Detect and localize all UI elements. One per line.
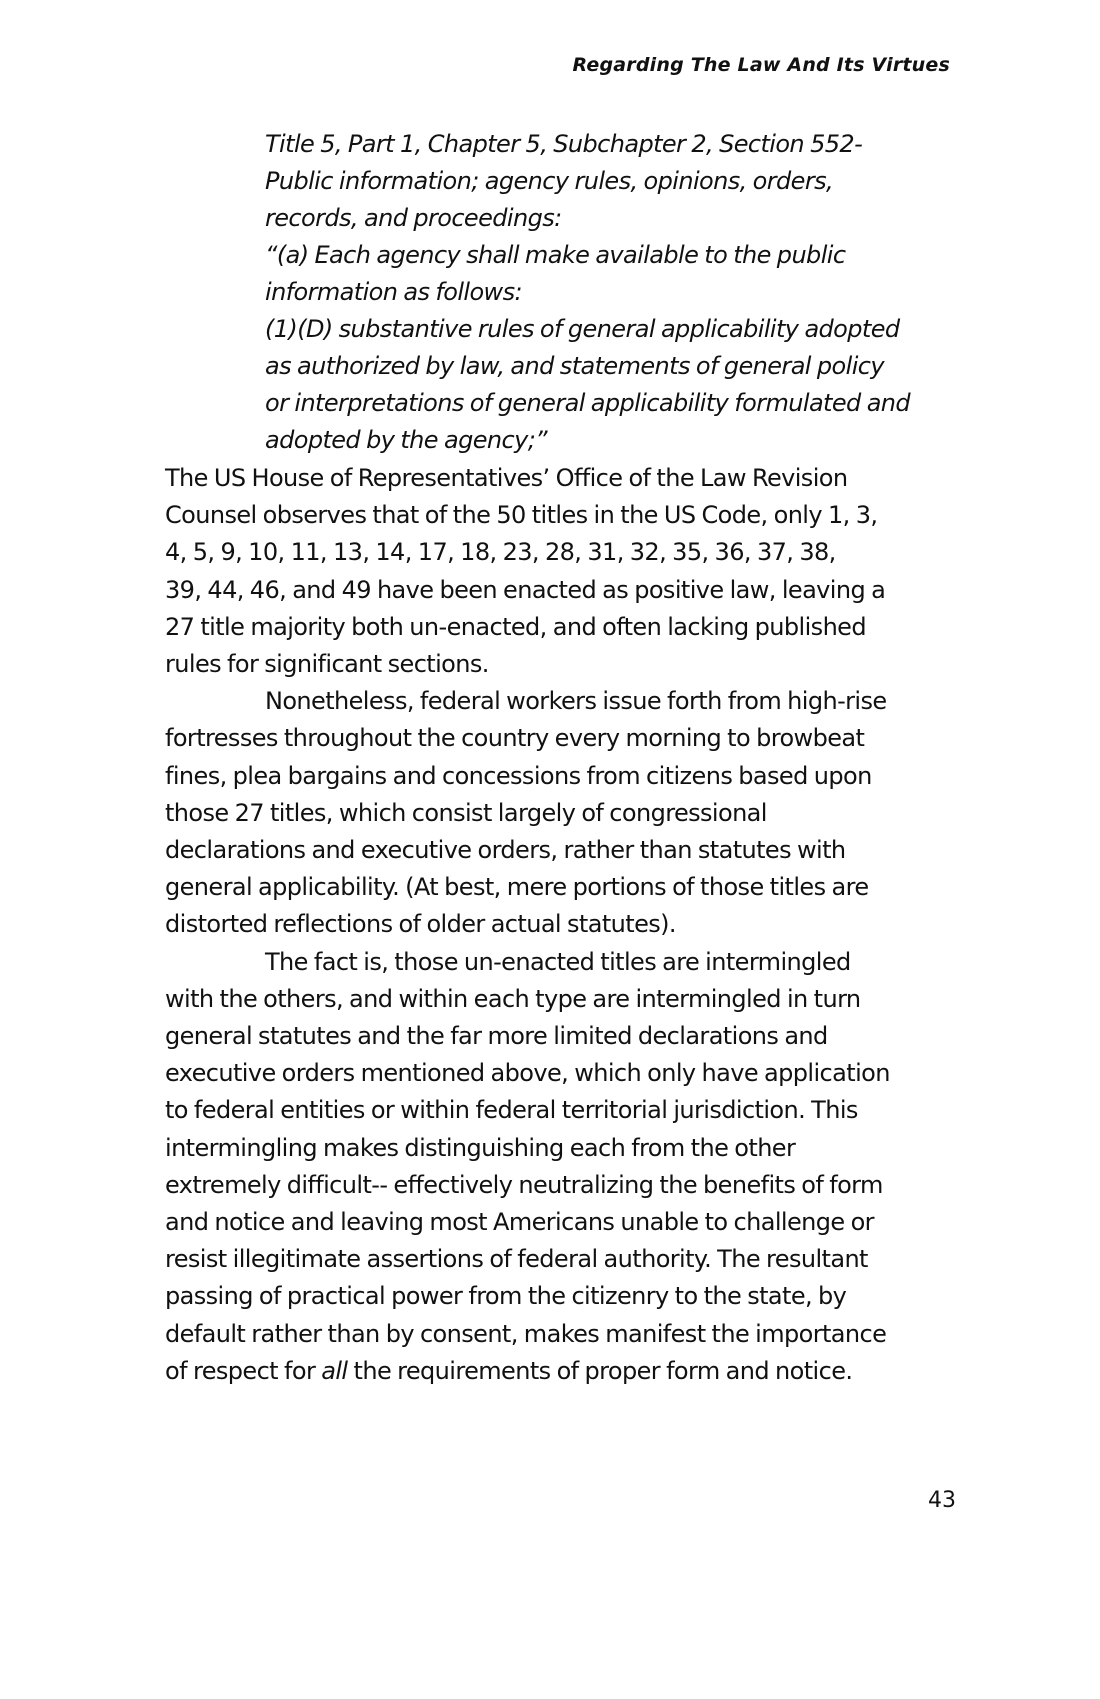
text-line: rules for significant sections. <box>165 650 489 679</box>
quote-line: information as follows: <box>265 278 522 306</box>
text-fragment: of respect for <box>165 1356 322 1385</box>
text-line: fortresses throughout the country every morning to browbeat <box>165 724 865 753</box>
text-line: with the others, and within each type are intermingled in turn <box>165 984 861 1013</box>
text-line: Counsel observes that of the 50 titles in the US Code, only 1, 3, <box>165 501 878 530</box>
emphasized-word: all <box>321 1356 348 1385</box>
quote-line: as authorized by law, and statements of general policy <box>265 352 884 380</box>
text-line: those 27 titles, which consist largely of congressional <box>165 798 767 827</box>
text-line: 4, 5, 9, 10, 11, 13, 14, 17, 18, 23, 28, 31, 32, 35, 36, 37, 38, <box>165 538 836 567</box>
quote-line: records, and proceedings: <box>265 204 562 232</box>
quote-line: Public information; agency rules, opinions, orders, <box>265 167 834 195</box>
text-line: intermingling makes distinguishing each from the other <box>165 1133 796 1162</box>
text-fragment: the requirements of proper form and notice. <box>347 1356 853 1385</box>
text-line: resist illegitimate assertions of federal authority. The resultant <box>165 1245 868 1274</box>
paragraph-2 <box>165 683 965 943</box>
text-line: executive orders mentioned above, which only have application <box>165 1059 890 1088</box>
text-line: general applicability. (At best, mere portions of those titles are <box>165 873 869 902</box>
quote-line: or interpretations of general applicability formulated and <box>265 389 911 417</box>
body-text <box>165 460 965 1390</box>
text-line: 27 title majority both un-enacted, and often lacking published <box>165 612 866 641</box>
quote-line: adopted by the agency;” <box>265 426 548 454</box>
statute-quote-block <box>265 126 965 459</box>
text-line: extremely difficult-- effectively neutralizing the benefits of form <box>165 1170 883 1199</box>
text-line: to federal entities or within federal territorial jurisdiction. This <box>165 1096 858 1125</box>
text-line: fines, plea bargains and concessions from citizens based upon <box>165 761 872 790</box>
page-number: 43 <box>928 1488 956 1513</box>
running-header: Regarding The Law And Its Virtues <box>572 54 950 76</box>
text-line-last <box>165 1353 965 1390</box>
text-line: The fact is, those un-enacted titles are intermingled <box>265 947 851 976</box>
paragraph-1 <box>165 460 965 683</box>
text-line: and notice and leaving most Americans unable to challenge or <box>165 1208 874 1237</box>
text-line: passing of practical power from the citizenry to the state, by <box>165 1282 847 1311</box>
text-line: default rather than by consent, makes manifest the importance <box>165 1319 887 1348</box>
quote-line: Title 5, Part 1, Chapter 5, Subchapter 2, Section 552- <box>265 130 863 158</box>
text-line: declarations and executive orders, rather than statutes with <box>165 836 846 865</box>
text-line: general statutes and the far more limited declarations and <box>165 1022 828 1051</box>
text-line: distorted reflections of older actual statutes). <box>165 910 676 939</box>
paragraph-3 <box>165 944 965 1390</box>
text-line: The US House of Representatives’ Office of the Law Revision <box>165 464 848 492</box>
quote-line: “(a) Each agency shall make available to the public <box>265 241 846 269</box>
text-line: Nonetheless, federal workers issue forth from high-rise <box>265 687 887 716</box>
quote-line: (1)(D) substantive rules of general applicability adopted <box>265 315 900 343</box>
text-line: 39, 44, 46, and 49 have been enacted as positive law, leaving a <box>165 575 886 604</box>
